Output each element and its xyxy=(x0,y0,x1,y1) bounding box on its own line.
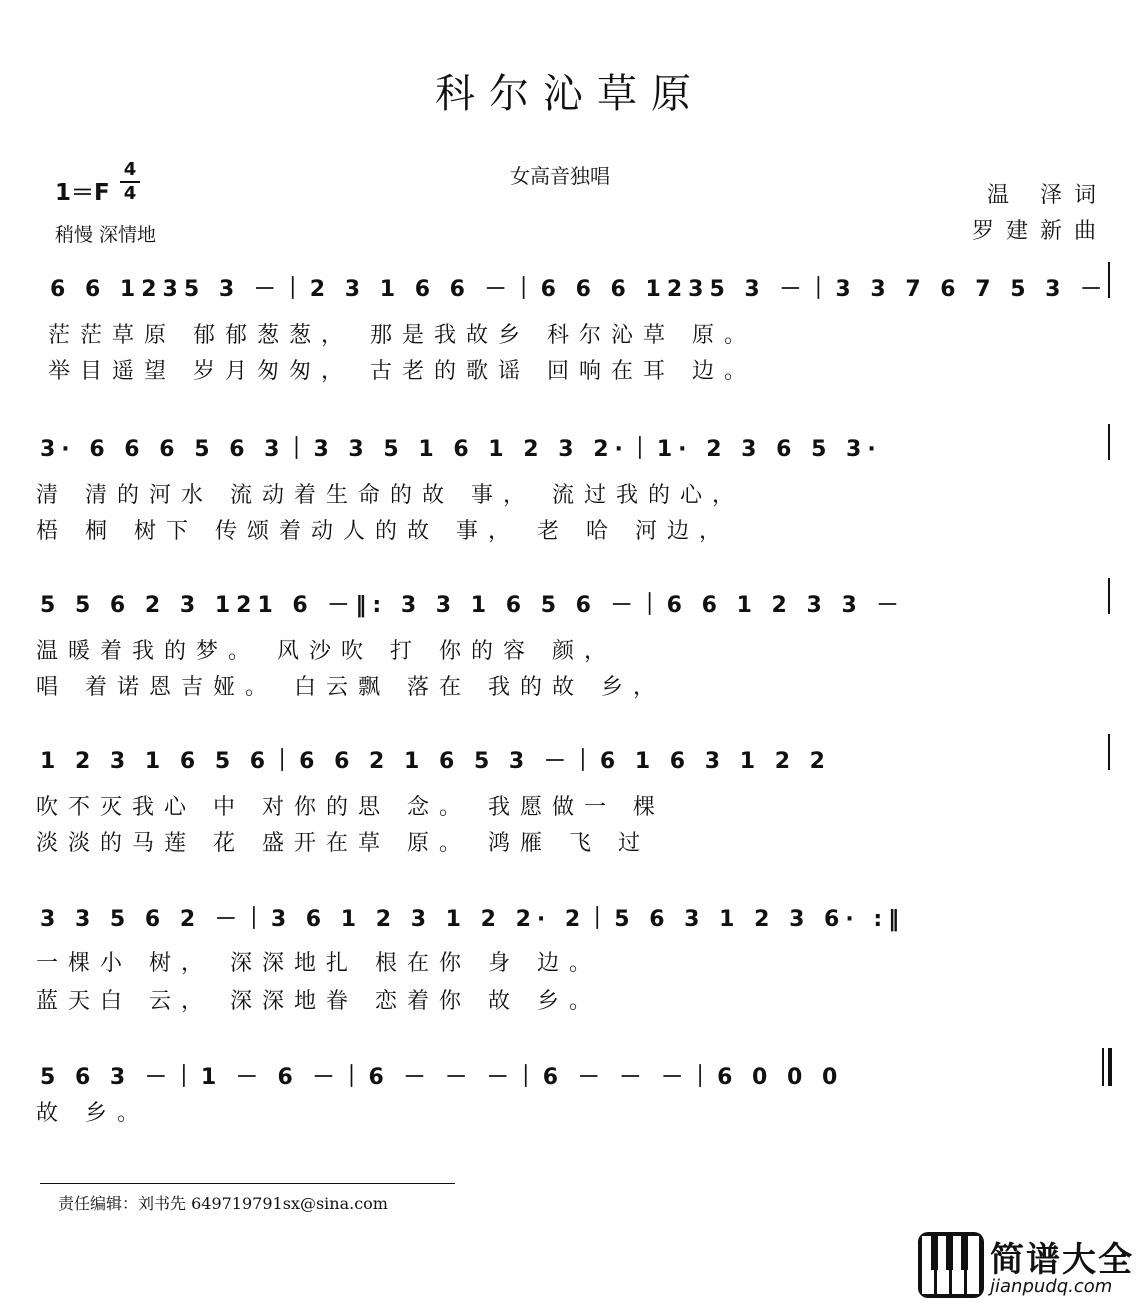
final-bar-line-thick xyxy=(1108,1048,1112,1086)
notation-line: 6 6 1235 3 －｜2 3 1 6 6 －｜6 6 6 1235 3 －｜3 3 7 6 7 5 3 － xyxy=(50,277,1109,302)
notation-line: 3· 6 6 6 5 6 3｜3 3 5 1 6 1 2 3 2·｜1· 2 3 6 5 3· xyxy=(40,437,882,462)
piano-keys-icon xyxy=(918,1232,984,1298)
composer-credit: 罗建新曲 xyxy=(971,219,1108,244)
performance-note: 女高音独唱 xyxy=(510,164,610,188)
notation-line: 3 3 5 6 2 －｜3 6 1 2 3 1 2 2· 2｜5 6 3 1 2 3 6· :‖ xyxy=(40,907,906,932)
meter-bottom: 4 xyxy=(123,183,137,204)
tempo-marking: 稍慢 深情地 xyxy=(55,224,157,246)
lyric-line-verse2: 举目遥望 岁月匆匆， 古老的歌谣 回响在耳 边。 xyxy=(48,359,756,384)
final-bar-line-thin xyxy=(1102,1048,1104,1086)
lyric-line-verse1: 吹不灭我心 中 对你的思 念。 我愿做一 棵 xyxy=(36,795,665,820)
notation-line: 5 6 3 －｜1 － 6 －｜6 － － －｜6 － － －｜6 0 0 0 xyxy=(40,1065,844,1090)
bar-line xyxy=(1108,424,1110,460)
lyric-line-verse1: 故 乡。 xyxy=(36,1101,149,1126)
lyric-line-verse2: 蓝天白 云， 深深地眷 恋着你 故 乡。 xyxy=(36,989,601,1014)
lyric-line-verse1: 茫茫草原 郁郁葱葱， 那是我故乡 科尔沁草 原。 xyxy=(48,323,756,348)
bar-line xyxy=(1108,578,1110,614)
song-title: 科尔沁草原 xyxy=(435,71,705,117)
lyric-line-verse1: 清 清的河水 流动着生命的故 事， 流过我的心， xyxy=(36,483,744,508)
lyric-line-verse1: 温暖着我的梦。 风沙吹 打 你的容 颜， xyxy=(36,639,616,664)
notation-line: 1 2 3 1 6 5 6｜6 6 2 1 6 5 3 －｜6 1 6 3 1 2 2 xyxy=(40,749,831,774)
notation-line: 5 5 6 2 3 121 6 －‖: 3 3 1 6 5 6 －｜6 6 1 2 3 3 － xyxy=(40,593,905,618)
time-signature xyxy=(118,160,142,204)
bar-line xyxy=(1108,262,1110,298)
logo-url: jianpudq.com xyxy=(990,1276,1113,1297)
lyric-line-verse2: 唱 着诺恩吉娅。 白云飘 落在 我的故 乡， xyxy=(36,675,665,700)
logo-name: 简谱大全 xyxy=(990,1240,1134,1280)
lyricist-credit: 温 泽词 xyxy=(987,183,1108,208)
lyric-line-verse1: 一棵小 树， 深深地扎 根在你 身 边。 xyxy=(36,951,601,976)
footer-divider xyxy=(40,1183,455,1184)
editor-credit: 责任编辑：刘书先 649719791sx@sina.com xyxy=(58,1194,388,1213)
meter-top: 4 xyxy=(123,159,137,180)
lyric-line-verse2: 梧 桐 树下 传颂着动人的故 事， 老 哈 河边， xyxy=(36,519,731,544)
lyric-line-verse2: 淡淡的马莲 花 盛开在草 原。 鸿雁 飞 过 xyxy=(36,831,650,856)
bar-line xyxy=(1108,734,1110,770)
site-logo[interactable] xyxy=(918,1232,1134,1298)
key-signature: 1＝F xyxy=(55,180,110,206)
